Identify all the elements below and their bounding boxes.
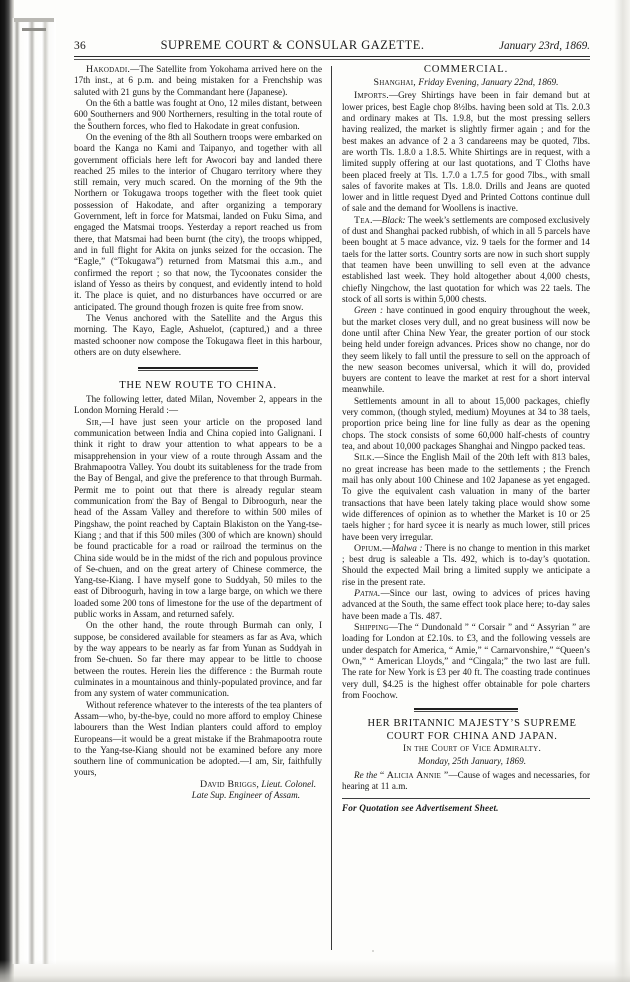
- case-vessel-name: “ Alicia Annie ”: [379, 769, 449, 781]
- dateline-place: Shanghai,: [373, 77, 416, 88]
- page-edge-right: [614, 0, 630, 982]
- header-rule-thin: [74, 59, 590, 60]
- running-head: [74, 38, 590, 53]
- tea-black-text: The week’s settlements are composed exclusively of dust and Shanghai packed rubbish, of which in all 5 parcels have been bought at 5 mace advance, viz. 9 taels for the former and 14 taels for the latter sorts. Country sorts are now in such short supply that teamen have been unwilling to sell even at the advance established last week. They hold altogether about 4,000 chests, chiefly Ningchow, the last quotation for which was 22 taels. The stock of all sorts is within 5,000 chests.: [342, 214, 590, 304]
- hakodadi-paragraph-1: [74, 64, 322, 98]
- signature-role: Late Sup. Engineer of Assam.: [191, 790, 300, 801]
- column-rule: [322, 64, 342, 954]
- hakodadi-paragraph-2: On the 6th a battle was fought at Ono, 12 miles distant, between 600 Southerners and 900 Northerners, resulting in the total route of the Southern forces, who fled to Hakodate in great confusion.: [74, 97, 322, 131]
- tea-green-paragraph: [342, 305, 590, 396]
- issue-date: January 23rd, 1869.: [499, 40, 590, 52]
- commercial-heading: COMMERCIAL.: [423, 64, 509, 75]
- silk-text: —Since the English Mail of the 20th left with 813 bales, no great increase has been made to the settlements ; the French mail has only about 100 Chinese and 102 Japanese as yet engaged. To give the equivalent cash valuation in many of the barter transactions that have been lately taking place would show some wide differences of opinion as to whether the Market is 10 or 25 taels higher ; for hard sycee it is nearly as much lower, still prices have been very irregular.: [342, 452, 590, 542]
- tea-green-label: Green :: [354, 305, 383, 316]
- opium-text: There is no change to mention in this market ; best drug is saleable a Tls. 492, which is to-day’s quotation. Should the expected Mail bring a limited supply we anticipate a rise in the present rate.: [342, 542, 590, 587]
- new-route-paragraph-3: Without reference whatever to the interests of the tea planters of Assam—who, by-the-bye, could no more afford to employ Chinese labourers than the West Indian planters could afford to employ Europeans—it would be a great mistake if the Brahmapootra route to the Yang-tse-Kiang should not be examined before any more southern line of communication be adopted.—I am, Sir, faithfully yours,: [74, 699, 322, 778]
- letter-signature: [74, 779, 322, 790]
- new-route-intro: The following letter, dated Milan, November 2, appears in the London Morning Herald :—: [74, 394, 322, 416]
- court-case-entry: [342, 770, 590, 793]
- silk-paragraph: [342, 452, 590, 543]
- court-section-divider-rule: [414, 708, 518, 712]
- scan-binding-cap: [14, 18, 54, 22]
- section-divider-rule: [138, 367, 258, 371]
- silk-label: Silk.: [354, 452, 375, 464]
- court-heading-line-2: COURT FOR CHINA AND JAPAN.: [386, 730, 558, 742]
- column-layout: [74, 64, 590, 954]
- hakodadi-paragraph-3: On the evening of the 8th all Southern troops were embarked on board the Kanga no Kami and Taipanyo, and together with all government officials here left for Awocori bay and landed there reached 25 miles to the interior of Chugaro territory where they still remain, very much scared. On the morning of the 9th the Northern or Tokugawa troops together with the fleet took quiet possession of Hakodate, and after organizing a temporary Government, left in force for Matsmai, landed on Fuku Sima, and engaged the Matsmai troops. Yesterday a report reached us from there, that Matsmai had been burnt (the city), the troops whipped, and in full flight for Akita on junks seized for the occasion. The “Eagle,” (“Tokugawa”) returned from Matsmai this a.m., and confirmed the report ; so that now, the Tycoonates consider the island of Yesso as theirs by conquest, and evidently intend to hold it. The place is quiet, and no disturbances have occurred or are anticipated. The ground though frozen is quite free from snow.: [74, 131, 322, 312]
- tea-black-label: Black:: [381, 214, 406, 225]
- page-sheet: [62, 0, 602, 982]
- quotation-footnote: For Quotation see Advertisement Sheet.: [342, 803, 499, 814]
- shipping-text: —The “ Dundonald ” “ Corsair ” and “ Assyrian ” are loading for London at £2.10s. to £3, and the following vessels are under despatch for America, “ Amie,” “ Carnarvonshire,” “Queen’s Own,” “ American Lloyds,” and “Cingala;” the two last are full. The rate for New York is £3 per 40 ft. The coasting trade continues very dull, $4.25 is the highest offer obtainable for pole charters from Foochow.: [342, 622, 590, 700]
- shipping-label: Shipping: [354, 622, 389, 633]
- dateline-date: Friday Evening, January 22nd, 1869.: [418, 78, 559, 88]
- shipping-paragraph: [342, 622, 590, 701]
- right-column: [342, 64, 590, 954]
- new-route-paragraph-2: On the other hand, the route through Burmah can only, I suppose, be considered available for steamers as far as Ava, which by the way appears to be nearly as far from Yunan as Suddyah in from Se-chuen. So far there may appear to be little to choose between the routes. Herein lies the difference : the Burmah route culminates in a mountainous and thinly-populated province, and far from any system of water communication.: [74, 620, 322, 699]
- court-subheading: In the Court of Vice Admiralty.: [402, 744, 542, 754]
- tea-settlements-paragraph: Settlements amount in all to about 15,000 packages, chiefly very common, (though styled, medium) Moyunes at 34 to 38 taels, proportion price being line for line fully as dear as the opening chops. The stock consists of some 60,000 half-chests of country tea, and about 10,000 packages Shanghai and Ningpo packed teas.: [342, 395, 590, 451]
- patna-paragraph: [342, 588, 590, 622]
- hakodadi-dateline-label: Hakodadi.: [86, 64, 131, 75]
- hakodadi-paragraph-4: The Venus anchored with the Satellite and the Argus this morning. The Kayo, Eagle, Ashuelot, (captured,) and a three masted schooner now compose the Tokugawa fleet in this harbour, others are on duty elsewhere.: [74, 312, 322, 357]
- patna-label: Patna.: [354, 588, 381, 600]
- header-rule: [74, 56, 590, 57]
- commercial-dateline: [342, 77, 590, 89]
- signature-rank: Lieut. Colonel.: [261, 778, 316, 789]
- tea-black-paragraph: Tea.—Black: The week’s settlements are composed exclusively of dust and Shanghai packed rubbish, of which in all 5 parcels have been bought at 5 mace advance, viz. 9 taels for the former and 14 taels for the latter sorts. Country sorts are now in such short supply that teamen have been unwilling to sell even at the advance established last week. They hold altogether about 4,000 chests, chiefly Ningchow, the last quotation for which was 22 taels. The stock of all sorts is within 5,000 chests.: [342, 214, 590, 304]
- imports-text: —Grey Shirtings have been in fair demand but at lower prices, best Eagle chop 8½lbs. having been sold at Tls. 2.0.3 and ordinary makes at Tls. 1.9.8, but the most pressing sellers having realized, the market is slightly firmer again ; and for the best makes an advance of 2 a 3 candareens may be quoted, 7lbs. are worth Tls. 1.8.0 a 1.8.5. White Shirtings are in request, with a limited supply offering at our last quotations, and T Cloths have been placed freely at Tls. 1.7.0 a 1.7.5 for good 7lbs., with small sales of favorite makes at Tls. 1.8.0. Drills and Jeans are quoted lower and in little request Dyed and Printed Cottons continue dull of sale and the demand for Woollens is inactive.: [342, 90, 590, 214]
- left-column: [74, 64, 322, 954]
- court-heading-line-1: HER BRITANNIC MAJESTY’S SUPREME: [367, 718, 577, 730]
- hakodadi-p1-text: —The Satellite from Yokohama arrived here on the 17th inst., at 6 p.m. and being mistaken for a Frenchship was saluted with 21 guns by the Commandant here (Japanese).: [74, 64, 322, 97]
- new-route-heading: THE NEW ROUTE TO CHINA.: [119, 380, 277, 392]
- opium-sublabel: Malwa :: [391, 542, 423, 553]
- new-route-p1-text: —I have just seen your article on the proposed land communication between India and China copied into Galignani. I think it right to draw your attention to what appears to be a misapprehension in your view of a route through Assam and the Brahmapootra Valley. You doubt its suitableness for the trade from the Bay of Bengal, and give the preference to that through Burmah. Permit me to point out that there is already regular steam communication from the Bay of Bengal to Dibroogurh, near the head of the Assam Valley and therefore to within 500 miles of Pingshaw, the point reached by Captain Blakiston on the Yang-tse-Kiang ; and that if this 500 miles (300 of which are known) should be found practicable for a road or railroad the terminus on the China side would be in the midst of the rich and populous province of Se-chuen, and on the great artery of Chinese commerce, the Yang-tse-Kiang. I have myself gone to Suddyah, 50 miles to the east of Dibroogurh, having in tow a large barge, on which we there loaded some 200 tons of limestone for the use of the department of public works in Assam, and returned safely.: [74, 416, 322, 620]
- case-prefix: Re the: [354, 769, 378, 780]
- publication-title: SUPREME COURT & CONSULAR GAZETTE.: [160, 38, 425, 52]
- page-edge-bottom: [0, 960, 630, 982]
- page-folio: 36: [74, 40, 87, 52]
- case-description: —Cause of wages and necessaries, for hearing at 11 a.m.: [342, 769, 590, 791]
- court-session-date: Monday, 25th January, 1869.: [418, 756, 526, 767]
- imports-paragraph: [342, 90, 590, 214]
- new-route-letter-body: [74, 417, 322, 621]
- imports-label: Imports.: [354, 90, 389, 102]
- opium-paragraph: Opium.—Malwa : There is no change to mention in this market ; best drug is saleable a Tls. 492, which is to-day’s quotation. Should the expected Mail bring a limited supply we anticipate a rise in the present rate.: [342, 542, 590, 587]
- tea-green-text: have continued in good enquiry throughout the week, but the market closes very dull, and no great business will now be done until after China New Year, the greater portion of our stock being held under foreign advances. Prices show no change, nor do they seem likely to fall until the pressure to sell on the approach of the new season becomes universal, which it will do, provided buyers are content to leave the market at rest for a short interval meanwhile.: [342, 305, 590, 395]
- opium-label: Opium.: [354, 542, 383, 554]
- scan-binding-cap-inner: [22, 28, 46, 31]
- scan-binding-strips: [12, 18, 56, 964]
- patna-text: —Since our last, owing to advices of prices having advanced at the South, the same effect took place here; to-day sales have been made a Tls. 487.: [342, 588, 590, 621]
- letter-salutation: Sir,: [86, 416, 102, 428]
- footnote-rule: [342, 798, 590, 799]
- tea-label: Tea.: [354, 214, 373, 226]
- signature-name: David Briggs,: [200, 778, 259, 790]
